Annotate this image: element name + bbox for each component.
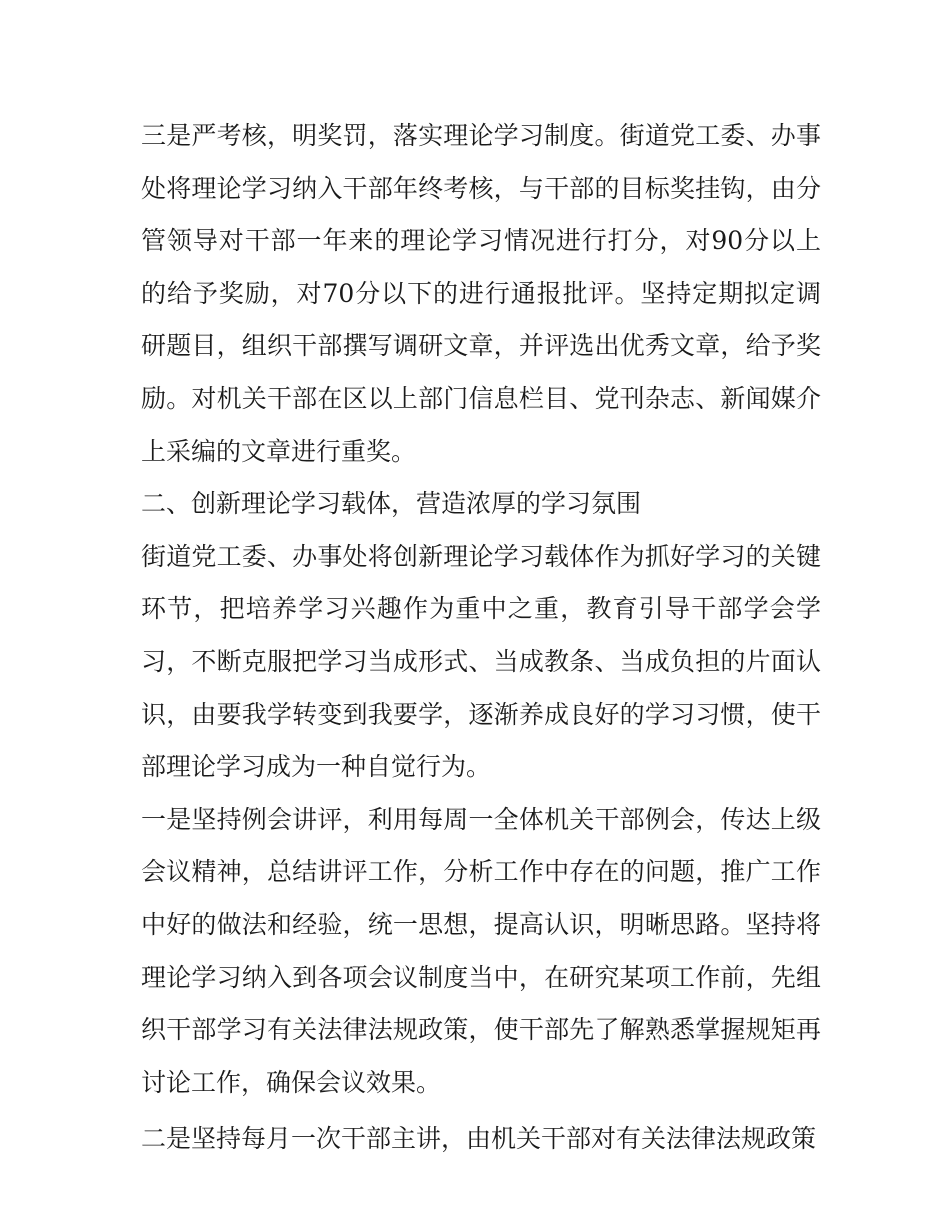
paragraph-weekly-meeting: 一是坚持例会讲评，利用每周一全体机关干部例会，传达上级会议精神，总结讲评工作，分析工作中存在的问题，推广工作中好的做法和经验，统一思想，提高认识，明晰思路。坚持将理论学习纳入到各项会议制度当中，在研究某项工作前，先组织干部学习有关法律法规政策，使干部先了解熟悉掌握规矩再讨论工作，确保会议效果。 xyxy=(141,804,821,1097)
document-body xyxy=(141,110,821,1166)
paragraph-study-carrier: 街道党工委、办事处将创新理论学习载体作为抓好学习的关键环节，把培养学习兴趣作为重中之重，教育引导干部学会学习，不断克服把学习当成形式、当成教条、当成负担的片面认识，由要我学转变到我要学，逐渐养成良好的学习习惯，使干部理论学习成为一种自觉行为。 xyxy=(141,541,821,782)
paragraph-assessment: 三是严考核，明奖罚，落实理论学习制度。街道党工委、办事处将理论学习纳入干部年终考核，与干部的目标奖挂钩，由分管领导对干部一年来的理论学习情况进行打分，对90分以上的给予奖励，对70分以下的进行通报批评。坚持定期拟定调研题目，组织干部撰写调研文章，并评选出优秀文章，给予奖励。对机关干部在区以上部门信息栏目、党刊杂志、新闻媒介上采编的文章进行重奖。 xyxy=(141,121,821,466)
paragraph-monthly-lecture: 二是坚持每月一次干部主讲，由机关干部对有关法律法规政策 xyxy=(141,1124,817,1154)
section-heading: 二、创新理论学习载体，营造浓厚的学习氛围 xyxy=(141,489,642,519)
